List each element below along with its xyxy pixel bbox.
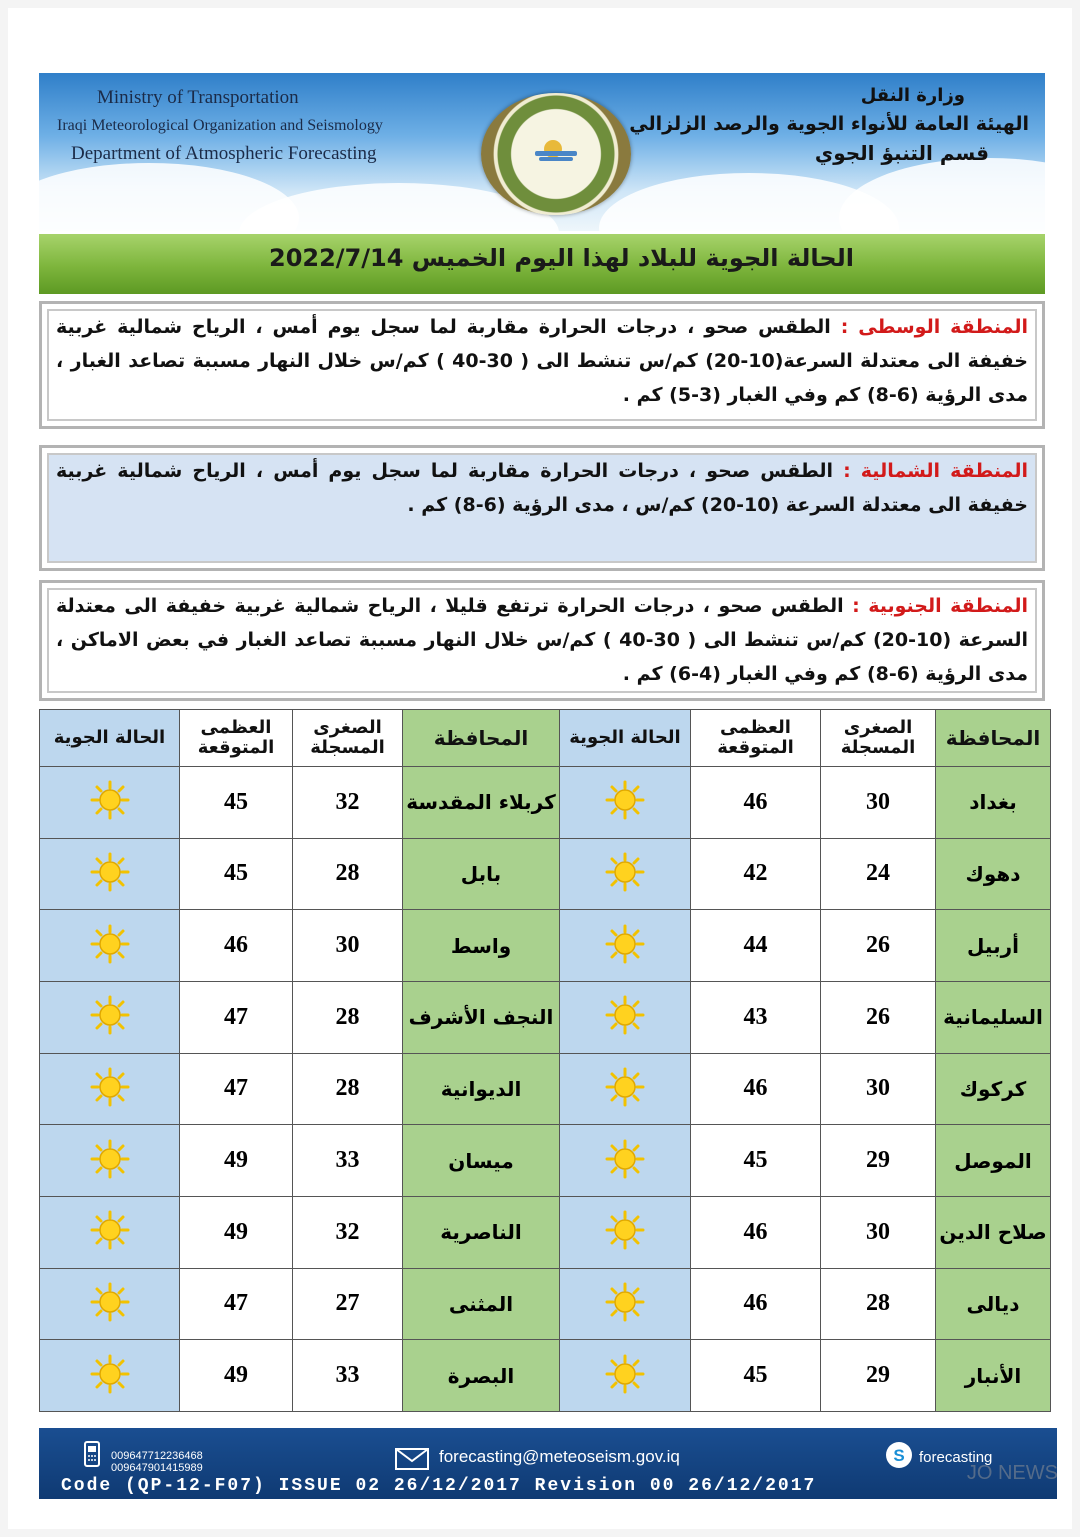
- governorate-right-cell: ديالى: [936, 1268, 1051, 1340]
- cond-right-cell: [560, 1196, 691, 1268]
- min-left-cell: 30: [293, 910, 403, 982]
- region-north-label: المنطقة الشمالية :: [843, 460, 1028, 482]
- header-min-right: الصغرى المسجلة: [821, 710, 936, 767]
- weather-table: [39, 709, 1051, 1412]
- watermark: JO NEWS: [966, 1462, 1058, 1484]
- governorate-right-cell: الأنبار: [936, 1340, 1051, 1412]
- max-right-cell: 46: [691, 1053, 821, 1125]
- max-right-cell: 46: [691, 1196, 821, 1268]
- min-left-cell: 32: [293, 767, 403, 839]
- min-left-cell: 33: [293, 1125, 403, 1197]
- governorate-left-cell: بابل: [403, 838, 560, 910]
- cond-left-cell: [40, 1053, 180, 1125]
- sun-icon: [90, 1210, 130, 1250]
- min-right-cell: 24: [821, 838, 936, 910]
- cond-left-cell: [40, 767, 180, 839]
- min-left-cell: 28: [293, 838, 403, 910]
- arabic-ministry-name: وزارة النقل: [860, 85, 965, 106]
- region-south-box: [39, 580, 1045, 701]
- governorate-left-cell: النجف الأشرف: [403, 981, 560, 1053]
- cond-left-cell: [40, 838, 180, 910]
- min-right-cell: 26: [821, 910, 936, 982]
- sun-icon: [605, 1139, 645, 1179]
- english-department-name: Department of Atmospheric Forecasting: [71, 143, 377, 164]
- max-left-cell: 49: [180, 1125, 293, 1197]
- sun-icon: [90, 1067, 130, 1107]
- email-icon: [395, 1448, 429, 1470]
- cond-left-cell: [40, 1196, 180, 1268]
- table-row: [40, 1125, 1051, 1197]
- sun-icon: [605, 780, 645, 820]
- governorate-right-cell: الموصل: [936, 1125, 1051, 1197]
- max-left-cell: 47: [180, 1268, 293, 1340]
- cloud-sun-emblem-icon: [531, 137, 581, 167]
- region-central-text: المنطقة الوسطى : الطقس صحو ، درجات الحرارة مقاربة لما سجل يوم أمس ، الرياح شمالية غربية خفيفة الى معتدلة السرعة(10-20) كم/س تنشط الى ( 30-40 ) كم/س خلال النهار مسببة تصاعد الغبار ، مدى الرؤية (6-8) كم وفي الغبار (3-5) كم .: [56, 316, 1028, 406]
- sun-icon: [605, 1282, 645, 1322]
- governorate-left-cell: الناصرية: [403, 1196, 560, 1268]
- governorate-right-cell: أربيل: [936, 910, 1051, 982]
- sun-icon: [605, 1067, 645, 1107]
- cond-left-cell: [40, 1125, 180, 1197]
- min-left-cell: 32: [293, 1196, 403, 1268]
- header-condition-left: الحالة الجوية: [40, 710, 180, 767]
- sun-icon: [90, 852, 130, 892]
- min-left-cell: 28: [293, 981, 403, 1053]
- sun-icon: [605, 995, 645, 1035]
- english-ministry-name: Ministry of Transportation: [97, 87, 299, 108]
- governorate-right-cell: بغداد: [936, 767, 1051, 839]
- min-right-cell: 29: [821, 1340, 936, 1412]
- phone-icon: [83, 1440, 101, 1468]
- cond-left-cell: [40, 910, 180, 982]
- max-right-cell: 44: [691, 910, 821, 982]
- cond-right-cell: [560, 838, 691, 910]
- governorate-right-cell: صلاح الدين: [936, 1196, 1051, 1268]
- max-left-cell: 45: [180, 767, 293, 839]
- min-left-cell: 33: [293, 1340, 403, 1412]
- header-max-left: العظمى المتوقعة: [180, 710, 293, 767]
- min-left-cell: 28: [293, 1053, 403, 1125]
- skype-icon: [884, 1440, 914, 1470]
- header-governorate-left: المحافظة: [403, 710, 560, 767]
- header-min-left: الصغرى المسجلة: [293, 710, 403, 767]
- max-left-cell: 47: [180, 1053, 293, 1125]
- sun-icon: [90, 1139, 130, 1179]
- cond-right-cell: [560, 767, 691, 839]
- max-right-cell: 46: [691, 1268, 821, 1340]
- arabic-org-name: الهيئة العامة للأنواء الجوية والرصد الزلزالي: [629, 113, 1029, 135]
- cond-left-cell: [40, 981, 180, 1053]
- report-title: الحالة الجوية للبلاد لهذا اليوم الخميس 2022/7/14: [269, 244, 854, 272]
- cond-left-cell: [40, 1268, 180, 1340]
- table-row: [40, 1196, 1051, 1268]
- header-governorate-right: المحافظة: [936, 710, 1051, 767]
- sun-icon: [605, 852, 645, 892]
- max-left-cell: 49: [180, 1196, 293, 1268]
- cond-right-cell: [560, 1053, 691, 1125]
- governorate-left-cell: واسط: [403, 910, 560, 982]
- sun-icon: [90, 1354, 130, 1394]
- min-right-cell: 26: [821, 981, 936, 1053]
- sun-icon: [605, 1210, 645, 1250]
- region-north-text: المنطقة الشمالية : الطقس صحو ، درجات الحرارة مقاربة لما سجل يوم أمس ، الرياح شمالية غربية خفيفة الى معتدلة السرعة (10-20) كم/س ، مدى الرؤية (6-8) كم .: [56, 460, 1028, 516]
- cond-left-cell: [40, 1340, 180, 1412]
- min-left-cell: 27: [293, 1268, 403, 1340]
- sun-icon: [90, 1282, 130, 1322]
- table-row: [40, 767, 1051, 839]
- max-left-cell: 45: [180, 838, 293, 910]
- governorate-left-cell: ميسان: [403, 1125, 560, 1197]
- table-row: [40, 1268, 1051, 1340]
- phone-numbers: 009647712236468 009647901415989: [111, 1450, 203, 1474]
- cond-right-cell: [560, 910, 691, 982]
- region-north-box: [39, 445, 1045, 571]
- title-bar: [39, 234, 1045, 294]
- sun-icon: [90, 924, 130, 964]
- region-central-label: المنطقة الوسطى :: [840, 316, 1028, 338]
- max-right-cell: 42: [691, 838, 821, 910]
- cond-right-cell: [560, 981, 691, 1053]
- document-code-line: Code (QP-12-F07) ISSUE 02 26/12/2017 Revision 00 26/12/2017: [61, 1476, 817, 1496]
- skype-handle: forecasting: [919, 1449, 993, 1466]
- header-condition-right: الحالة الجوية: [560, 710, 691, 767]
- header-banner: [39, 73, 1045, 231]
- governorate-left-cell: المثنى: [403, 1268, 560, 1340]
- header-max-right: العظمى المتوقعة: [691, 710, 821, 767]
- max-right-cell: 43: [691, 981, 821, 1053]
- table-row: [40, 981, 1051, 1053]
- max-left-cell: 47: [180, 981, 293, 1053]
- governorate-left-cell: كربلاء المقدسة: [403, 767, 560, 839]
- english-org-name: Iraqi Meteorological Organization and Seismology: [57, 117, 383, 134]
- min-right-cell: 28: [821, 1268, 936, 1340]
- cond-right-cell: [560, 1268, 691, 1340]
- table-row: [40, 1340, 1051, 1412]
- table-row: [40, 910, 1051, 982]
- sun-icon: [90, 780, 130, 820]
- governorate-left-cell: البصرة: [403, 1340, 560, 1412]
- min-right-cell: 30: [821, 767, 936, 839]
- footer-bar: [39, 1428, 1057, 1499]
- region-south-text: المنطقة الجنوبية : الطقس صحو ، درجات الحرارة ترتفع قليلا ، الرياح شمالية غربية خفيفة الى معتدلة السرعة (10-20) كم/س تنشط الى ( 30-40 ) كم/س خلال النهار مسببة تصاعد الغبار في بعض الاماكن ، مدى الرؤية (6-8) كم وفي الغبار (4-6) كم .: [56, 595, 1028, 685]
- organization-logo: [481, 93, 631, 215]
- min-right-cell: 30: [821, 1053, 936, 1125]
- table-row: [40, 1053, 1051, 1125]
- governorate-left-cell: الديوانية: [403, 1053, 560, 1125]
- sun-icon: [90, 995, 130, 1035]
- sun-icon: [605, 924, 645, 964]
- arabic-department-name: قسم التنبؤ الجوي: [814, 141, 989, 165]
- table-header-row: [40, 710, 1051, 767]
- governorate-right-cell: السليمانية: [936, 981, 1051, 1053]
- region-south-label: المنطقة الجنوبية :: [852, 595, 1028, 617]
- max-right-cell: 45: [691, 1125, 821, 1197]
- region-central-box: [39, 301, 1045, 429]
- min-right-cell: 29: [821, 1125, 936, 1197]
- cond-right-cell: [560, 1125, 691, 1197]
- sun-icon: [605, 1354, 645, 1394]
- max-right-cell: 46: [691, 767, 821, 839]
- governorate-right-cell: دهوك: [936, 838, 1051, 910]
- max-left-cell: 46: [180, 910, 293, 982]
- max-left-cell: 49: [180, 1340, 293, 1412]
- cond-right-cell: [560, 1340, 691, 1412]
- governorate-right-cell: كركوك: [936, 1053, 1051, 1125]
- svg-text:S: S: [893, 1446, 905, 1465]
- min-right-cell: 30: [821, 1196, 936, 1268]
- max-right-cell: 45: [691, 1340, 821, 1412]
- email-address[interactable]: forecasting@meteoseism.gov.iq: [439, 1447, 680, 1466]
- table-row: [40, 838, 1051, 910]
